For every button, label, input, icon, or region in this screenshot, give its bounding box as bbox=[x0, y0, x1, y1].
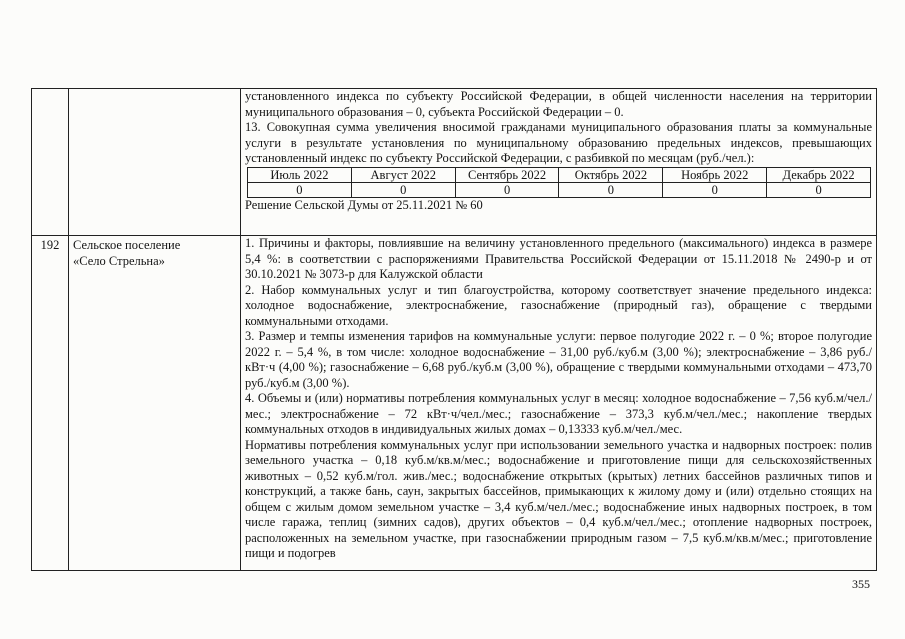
info-paragraph: Нормативы потребления коммунальных услуг при использовании земельного участка и надворных построек: полив земельного участка – 0,18 куб.м/кв.м/мес.; водоснабжение и приготовление пищи для сельскохозяйственных животных – 0,52 куб.м/гол. жив./мес.; водоснабжение открытых (крытых) летних бассейнов различных типов и конструкций, а также бань, саун, закрытых бассейнов, примыкающих к жилому дому и (или) отдельно стоящих на общем с жилым домом земельном участке – 3,4 куб.м/чел./мес.; водоснабжение иных надворных построек, в том числе гаража, теплиц (зимних садов), других объектов – 0,4 куб.м/чел./мес.; отопление надворных построек, расположенных на земельном участке, при газоснабжении природным газом – 7,5 куб.м/кв.м/мес.; приготовление пищи и подогрев bbox=[245, 437, 872, 560]
month-header: Декабрь 2022 bbox=[767, 167, 871, 182]
info-paragraph: 13. Совокупная сумма увеличения вносимой гражданами муниципального образования платы за коммунальные услуги в результате установления по муниципальному образованию предельных индексов, превышающих установленный индекс по субъекту Российской Федерации, с разбивкой по месяцам (руб./чел.): bbox=[245, 120, 872, 165]
table-row bbox=[32, 89, 877, 236]
month-value: 0 bbox=[351, 182, 455, 197]
month-header: Август 2022 bbox=[351, 167, 455, 182]
info-paragraph: установленного индекса по субъекту Российской Федерации, в общей численности населения на территории муниципального образования – 0, субъекта Российской Федерации – 0. bbox=[245, 89, 872, 119]
month-header: Сентябрь 2022 bbox=[455, 167, 559, 182]
month-header: Октябрь 2022 bbox=[559, 167, 663, 182]
info-paragraph: 1. Причины и факторы, повлиявшие на величину установленного предельного (максимального) индекса в размере 5,4 %: в соответствии с распоряжениями Правительства Российской Федерации от 15.11.2018 № 2490-р и от 30.10.2021 № 3073-р для Калужской области bbox=[245, 236, 872, 281]
month-value-row bbox=[248, 182, 871, 197]
table-row bbox=[32, 236, 877, 571]
info-paragraph: 3. Размер и темпы изменения тарифов на коммунальные услуги: первое полугодие 2022 г. – 0 %; второе полугодие 2022 г. – 5,4 %, в том числе: холодное водоснабжение – 31,00 руб./куб.м (3,00 %); электроснабжение – 3,86 руб./кВт·ч (4,00 %); газоснабжение – 6,68 руб./куб.м (3,00 %), обращение с твердыми коммунальными отходами – 473,70 руб./куб.м (3,00 %). bbox=[245, 329, 872, 390]
row-number-cell: 192 bbox=[32, 236, 69, 571]
month-value: 0 bbox=[248, 182, 352, 197]
info-paragraph: 4. Объемы и (или) нормативы потребления коммунальных услуг в месяц: холодное водоснабжение – 7,56 куб.м/чел./мес.; электроснабжение – 72 кВт·ч/чел./мес.; газоснабжение – 373,3 куб.м/чел./мес.; накопление твердых коммунальных отходов в индивидуальных жилых домах – 0,13333 куб.м/чел./мес. bbox=[245, 391, 872, 436]
month-value: 0 bbox=[455, 182, 559, 197]
monthly-increase-table bbox=[247, 167, 871, 198]
page-number: 355 bbox=[852, 577, 870, 591]
info-cell bbox=[241, 89, 877, 236]
month-header: Ноябрь 2022 bbox=[663, 167, 767, 182]
municipality-name-cell bbox=[69, 89, 241, 236]
municipality-name-cell bbox=[69, 236, 241, 571]
decision-reference: Решение Сельской Думы от 25.11.2021 № 60 bbox=[245, 197, 483, 212]
month-header-row bbox=[248, 167, 871, 182]
month-value: 0 bbox=[663, 182, 767, 197]
document-table bbox=[31, 88, 877, 571]
month-value: 0 bbox=[559, 182, 663, 197]
info-paragraph: 2. Набор коммунальных услуг и тип благоустройства, которому соответствует значение предельного индекса: холодное водоснабжение, электроснабжение, газоснабжение (природный газ), обращение с твердыми коммунальными отходами. bbox=[245, 282, 872, 328]
municipality-name-line: Сельское поселение bbox=[73, 238, 181, 252]
row-number-cell bbox=[32, 89, 69, 236]
municipality-name-line: «Село Стрельна» bbox=[73, 253, 165, 268]
info-cell bbox=[241, 236, 877, 571]
month-value: 0 bbox=[767, 182, 871, 197]
month-header: Июль 2022 bbox=[248, 167, 352, 182]
